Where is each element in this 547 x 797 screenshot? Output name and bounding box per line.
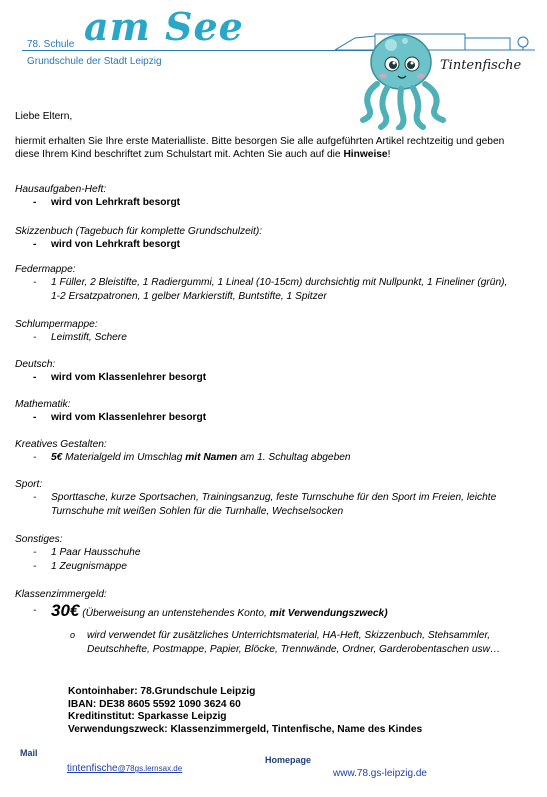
header-divider (22, 50, 382, 51)
item-text: Materialgeld im Umschlag (62, 452, 186, 463)
octopus-mascot-icon (355, 32, 450, 130)
section-heading: Federmappe: (15, 264, 76, 275)
list-item: - 1 Paar Hausschuhe (15, 546, 515, 560)
section-sport (15, 478, 515, 519)
section-schlumpermappe (15, 318, 515, 344)
intro-emphasis: Hinweise (343, 149, 388, 160)
mail-link[interactable] (67, 763, 182, 774)
homepage-label: Homepage (265, 755, 312, 765)
intro-text: hiermit erhalten Sie Ihre erste Materialliste. Bitte besorgen Sie alle aufgeführten Artikel rechtzeitig und geben diese Ihrem Kind beschriftet zum Schulstart mit. Achten Sie auch auf die (15, 136, 505, 160)
section-sonstiges (15, 533, 515, 574)
section-heading: Mathematik: (15, 399, 71, 410)
section-heading: Hausaufgaben-Heft: (15, 184, 107, 195)
list-item: - Leimstift, Schere (15, 331, 515, 344)
list-item (15, 601, 515, 624)
bank-institute: Kreditinstitut: Sparkasse Leipzig (68, 711, 227, 722)
section-heading: Klassenzimmergeld: (15, 589, 107, 600)
list-item: - wird von Lehrkraft besorgt (15, 238, 515, 251)
school-number: 78. Schule (27, 39, 75, 50)
item-emphasis: mit Namen (185, 452, 238, 463)
section-heading: Sonstiges: (15, 534, 63, 545)
list-item: - wird vom Klassenlehrer besorgt (15, 371, 515, 384)
intro-end: ! (387, 149, 391, 160)
greeting: Liebe Eltern, (15, 111, 73, 122)
list-item: - wird von Lehrkraft besorgt (15, 196, 515, 209)
section-heading: Skizzenbuch (Tagebuch für komplette Grundschulzeit): (15, 226, 263, 237)
item-emphasis: mit Verwendungszweck) (269, 608, 388, 619)
section-hausaufgaben (15, 183, 515, 209)
list-item: - Sporttasche, kurze Sportsachen, Trainingsanzug, feste Turnschuhe für den Sport im Freien, leichte Turnschuhe mit weißen Sohlen für die Turnhalle, Wechselsocken (15, 491, 515, 519)
section-heading: Sport: (15, 479, 43, 490)
section-deutsch (15, 358, 515, 384)
school-subtitle: Grundschule der Stadt Leipzig (27, 56, 162, 67)
section-federmappe (15, 263, 515, 304)
list-item: - 1 Zeugnismappe (15, 560, 515, 574)
list-item: - wird vom Klassenlehrer besorgt (15, 411, 515, 424)
mail-user: tintenfische (67, 763, 118, 774)
list-item: - 1 Füller, 2 Bleistifte, 1 Radiergummi, 1 Lineal (10-15cm) durchsichtig mit Nullpunkt, 1 Fineliner (grün), 1-2 Ersatzpatronen, 1 gelber Markierstift, Buntstifte, 1 Spitzer (15, 276, 515, 304)
section-heading: Deutsch: (15, 359, 56, 370)
bank-details (68, 686, 422, 736)
bank-owner: Kontoinhaber: 78.Grundschule Leipzig (68, 686, 256, 697)
mail-label: Mail (20, 748, 38, 758)
intro-paragraph (15, 135, 515, 161)
list-item (15, 451, 515, 464)
section-kreatives-gestalten (15, 438, 515, 464)
school-logo-text: am See (84, 4, 244, 49)
section-skizzenbuch (15, 225, 515, 251)
section-heading: Schlumpermappe: (15, 319, 98, 330)
item-text: am 1. Schultag abgeben (237, 452, 351, 463)
bank-purpose: Verwendungszweck: Klassenzimmergeld, Tintenfische, Name des Kindes (68, 723, 423, 735)
section-heading: Kreatives Gestalten: (15, 439, 107, 450)
mail-domain: @78gs.lernsax.de (117, 764, 183, 773)
section-klassenzimmergeld (15, 588, 515, 656)
section-mathematik (15, 398, 515, 424)
item-text: (Überweisung an untenstehendes Konto, (79, 608, 270, 619)
bank-iban: IBAN: DE38 8605 5592 1090 3624 60 (68, 698, 241, 710)
amount: 5€ (51, 452, 63, 463)
sub-list-item: o wird verwendet für zusätzliches Unterrichtsmaterial, HA-Heft, Skizzenbuch, Stehsammler, Deutschhefte, Postmappe, Papier, Blöcke, Trennwände, Ordner, Garderobentaschen usw… (15, 629, 507, 656)
amount: 30€ (51, 601, 80, 620)
homepage-link[interactable]: www.78.gs-leipzig.de (333, 768, 427, 779)
class-name-label: Tintenfische (440, 58, 522, 73)
